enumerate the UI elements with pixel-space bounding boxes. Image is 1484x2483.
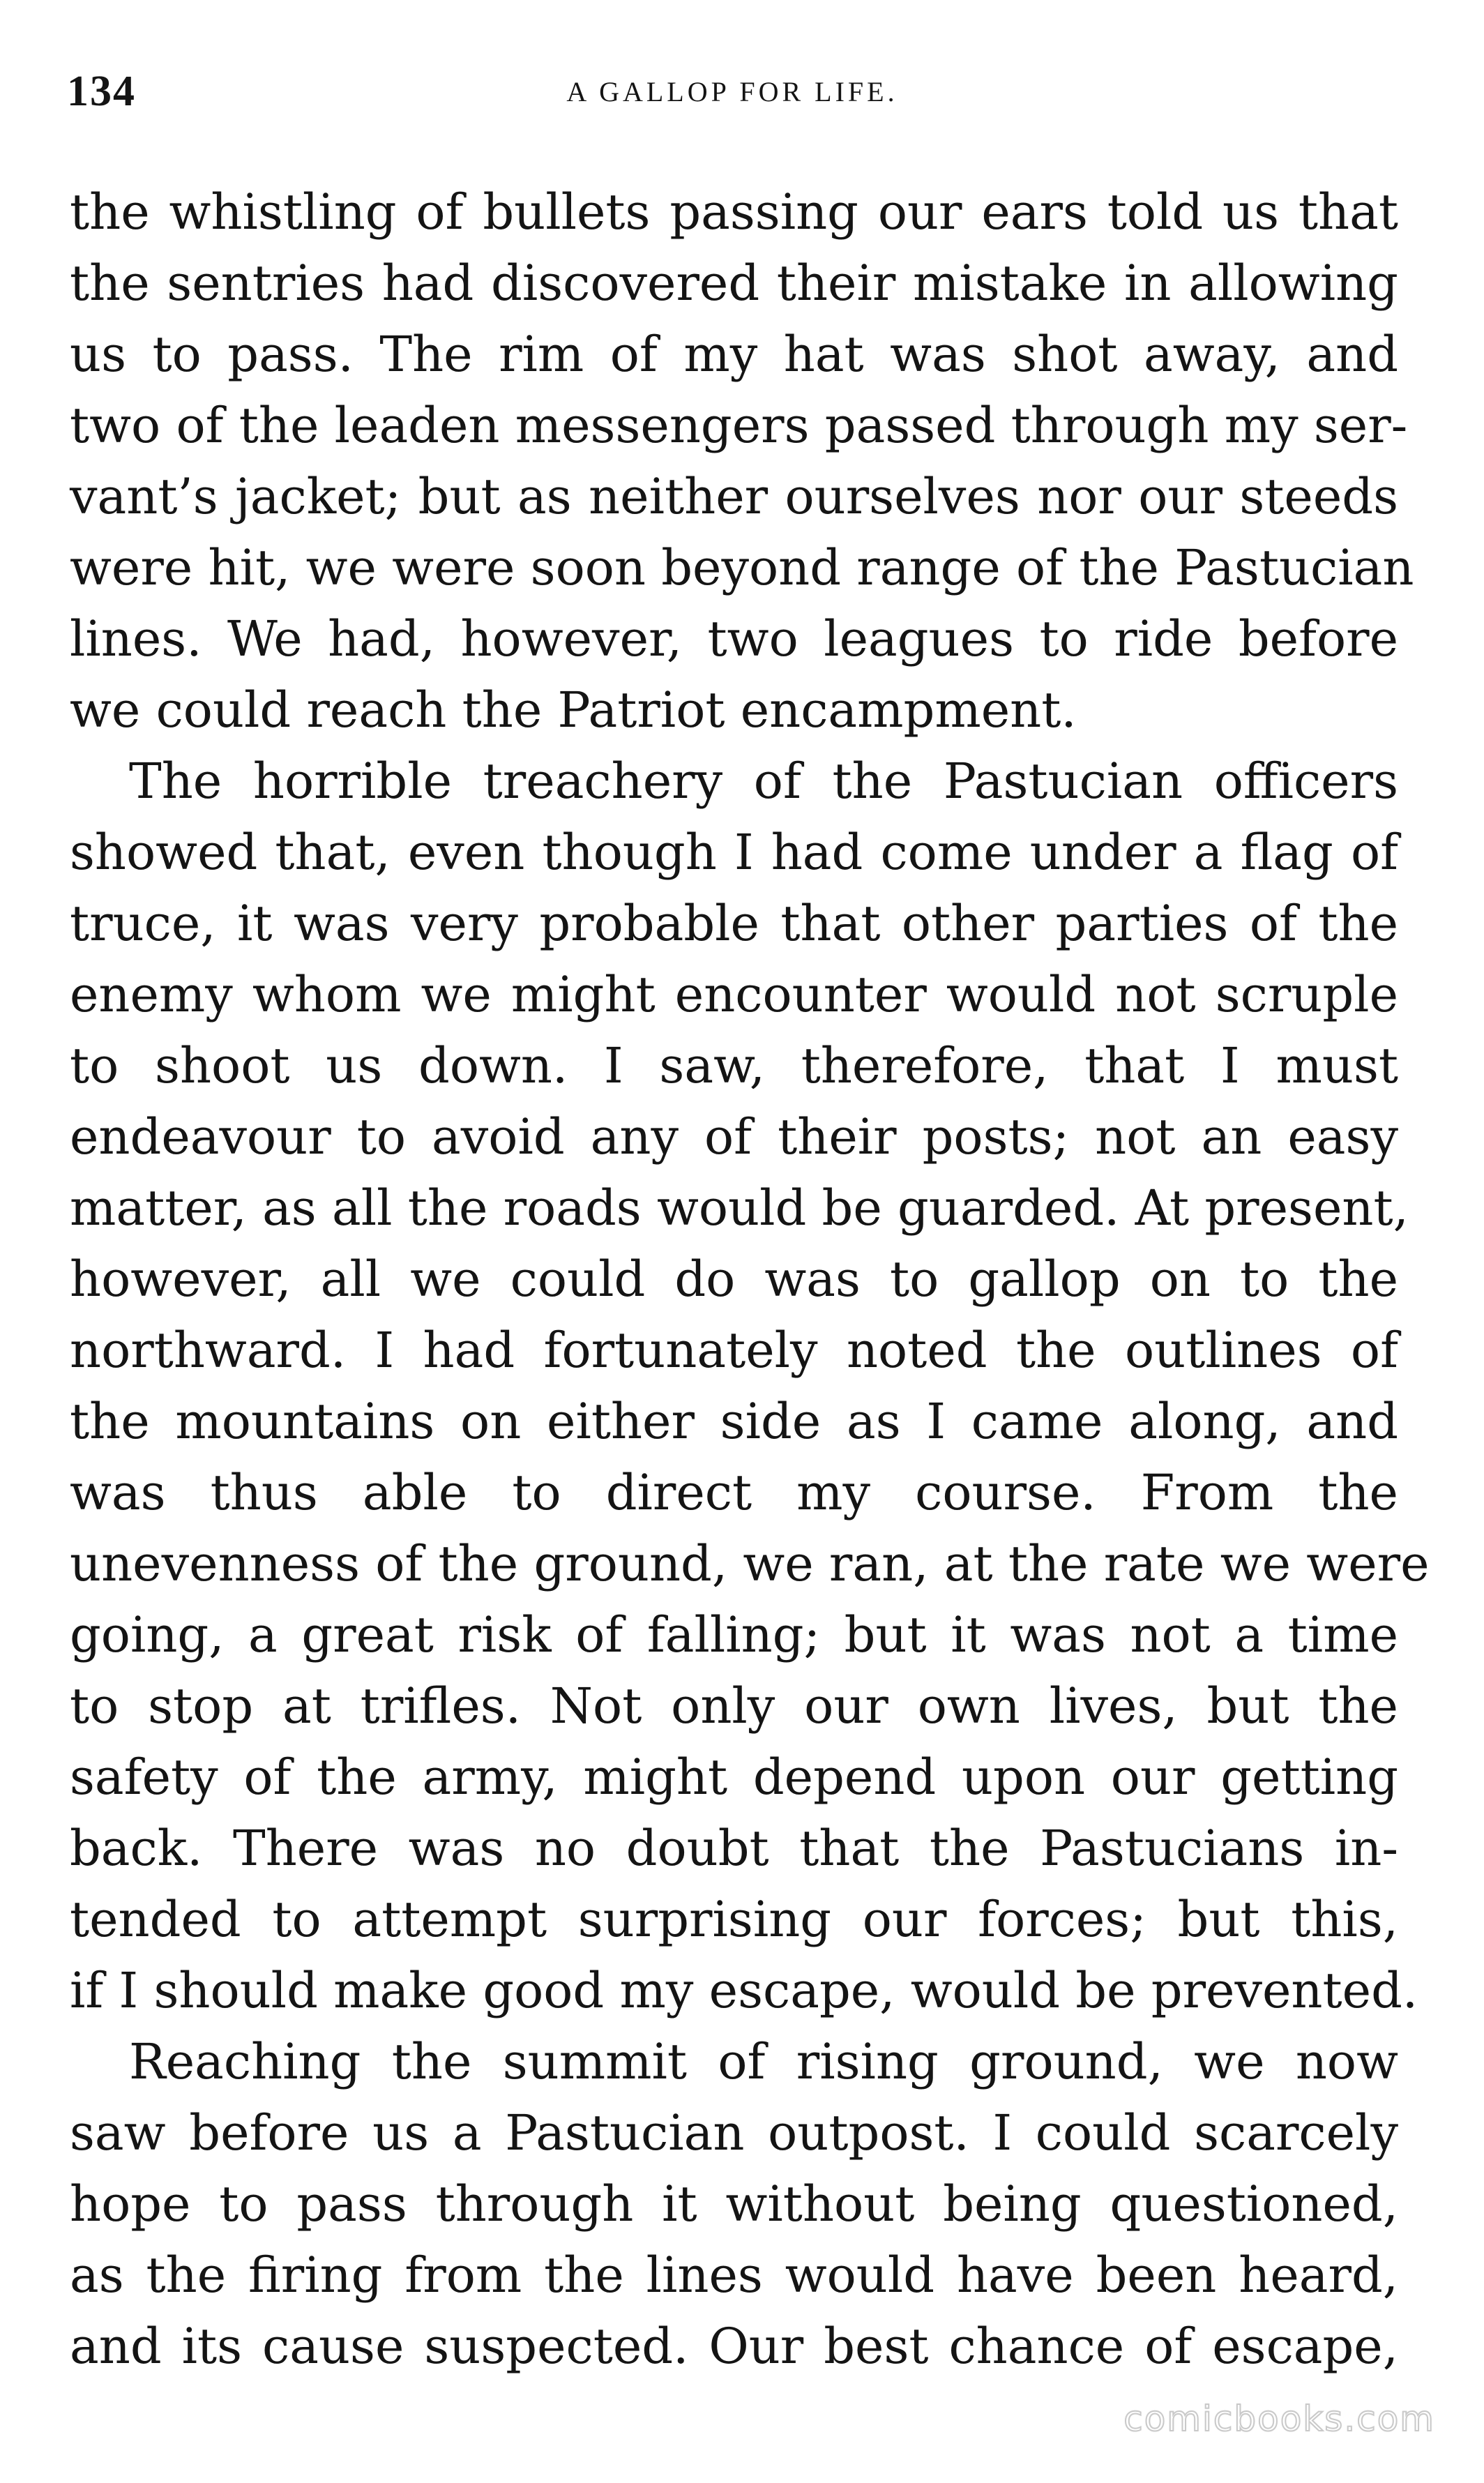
text-line: safety of the army, might depend upon our getting (70, 1749, 1398, 1806)
paragraph (70, 176, 1414, 746)
text-line: were hit, we were soon beyond range of the Pastucian (70, 539, 1414, 596)
text-line: enemy whom we might encounter would not scruple (70, 966, 1398, 1023)
running-title: A GALLOP FOR LIFE. (566, 76, 898, 107)
text-line: we could reach the Patriot encampment. (70, 681, 1077, 739)
text-line: going, a great risk of falling; but it was not a time (70, 1606, 1398, 1663)
text-line: truce, it was very probable that other parties of the (70, 895, 1398, 952)
text-line: vant’s jacket; but as neither ourselves nor our steeds (70, 468, 1398, 525)
text-line: saw before us a Pastucian outpost. I could scarcely (70, 2104, 1398, 2161)
text-line: two of the leaden messengers passed through my ser- (70, 397, 1408, 454)
running-head (67, 67, 1398, 116)
page-number: 134 (67, 68, 136, 115)
text-line: tended to attempt surprising our forces; but this, (70, 1891, 1398, 1948)
text-line: as the firing from the lines would have been heard, (70, 2247, 1398, 2304)
site-watermark: comicbooks.com (1123, 2399, 1435, 2439)
paragraph (70, 2026, 1398, 2382)
text-line: the whistling of bullets passing our ears told us that (70, 183, 1398, 241)
text-line: the sentries had discovered their mistake in allowing (70, 255, 1398, 312)
text-line: back. There was no doubt that the Pastucians in- (70, 1820, 1398, 1877)
paragraph (70, 746, 1430, 2026)
text-line: if I should make good my escape, would be prevented. (70, 1962, 1418, 2019)
text-line: endeavour to avoid any of their posts; not an easy (70, 1108, 1398, 1165)
text-line: to stop at trifles. Not only our own lives, but the (70, 1677, 1398, 1735)
text-line: showed that, even though I had come under a flag of (70, 824, 1398, 881)
text-line: us to pass. The rim of my hat was shot away, and (70, 326, 1398, 383)
text-line: and its cause suspected. Our best chance of escape, (70, 2318, 1398, 2375)
text-line: was thus able to direct my course. From the (70, 1464, 1398, 1521)
text-line: the mountains on either side as I came along, and (70, 1393, 1398, 1450)
text-line: to shoot us down. I saw, therefore, that I must (70, 1037, 1398, 1094)
text-line: unevenness of the ground, we ran, at the rate we were (70, 1535, 1430, 1592)
text-line: northward. I had fortunately noted the outlines of (70, 1322, 1398, 1379)
text-line: Reaching the summit of rising ground, we now (129, 2033, 1398, 2090)
text-line: The horrible treachery of the Pastucian officers (129, 753, 1398, 810)
text-line: matter, as all the roads would be guarded. At present, (70, 1179, 1409, 1237)
text-line: hope to pass through it without being questioned, (70, 2175, 1398, 2233)
text-line: lines. We had, however, two leagues to ride before (70, 610, 1398, 667)
text-line: however, all we could do was to gallop on to the (70, 1251, 1398, 1308)
body-text (70, 176, 1430, 2382)
